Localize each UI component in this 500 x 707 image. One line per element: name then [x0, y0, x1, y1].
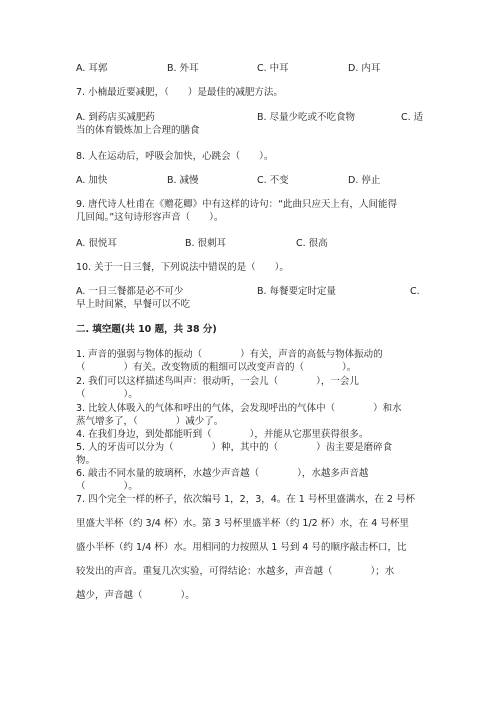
fill-q3-line2: 蒸气增多了，（ ）减少了。 [76, 416, 224, 427]
q8-option-b: B. 减慢 [167, 175, 199, 186]
fill-q5-line2: 物。 [76, 455, 96, 466]
q8-option-c: C. 不变 [257, 175, 289, 186]
fill-q6-line1: 6. 敲击不同水量的玻璃杯，水越少声音越（ ），水越多声音越 [76, 468, 369, 479]
q8-option-a: A. 加快 [76, 175, 108, 186]
q7-option-c-continued: 当的体育锻炼加上合理的膳食 [76, 125, 200, 136]
fill-q7-line1: 7. 四个完全一样的杯子，依次编号 1，2，3，4。在 1 号杯里盛满水，在 2 号杯 [76, 494, 415, 505]
q9-option-a: A. 很悦耳 [76, 238, 117, 249]
fill-q2-line2: （ ）。 [76, 389, 138, 400]
q10-option-c-continued: 早上时间紧，早餐可以不吃 [76, 299, 191, 310]
q7-stem: 7. 小楠最近要减肥，（ ）是最佳的减肥方法。 [76, 87, 283, 98]
q6-option-d: D. 内耳 [348, 63, 381, 74]
q9-stem-line1: 9. 唐代诗人杜甫在《赠花卿》中有这样的诗句：“此曲只应天上有，人间能得 [76, 199, 398, 210]
q6-option-a: A. 耳郭 [76, 63, 108, 74]
q6-option-c: C. 中耳 [257, 63, 289, 74]
fill-q7-line5: 越少，声音越（ ）。 [76, 590, 195, 601]
q8-option-d: D. 停止 [348, 175, 381, 186]
fill-q5-line1: 5. 人的牙齿可以分为（ ）种，其中的（ ）齿主要是磨碎食 [76, 442, 393, 453]
fill-q1-line2: （ ）有关。改变物质的粗细可以改变声音的（ ）。 [76, 362, 357, 373]
q6-option-b: B. 外耳 [167, 63, 199, 74]
q10-option-a: A. 一日三餐都是必不可少 [76, 286, 184, 297]
fill-q7-line3: 盛小半杯（约 1/4 杯）水。用相同的力按照从 1 号到 4 号的顺序敲击杯口，比 [76, 542, 407, 553]
q10-stem: 10. 关于一日三餐，下列说法中错误的是（ ）。 [76, 262, 289, 273]
q9-option-c: C. 很高 [296, 238, 328, 249]
fill-q6-line2: （ ）。 [76, 481, 138, 492]
fill-q1-line1: 1. 声音的强弱与物体的振动（ ）有关，声音的高低与物体振动的 [76, 349, 383, 360]
q7-option-b: B. 尽量少吃或不吃食物 [257, 112, 356, 123]
q10-option-c: C. [410, 286, 420, 297]
fill-q4: 4. 在我们身边，到处都能听到（ ），并能从它那里获得很多。 [76, 429, 369, 440]
q7-option-c: C. 适 [401, 112, 424, 123]
q9-option-b: B. 很刺耳 [185, 238, 227, 249]
fill-q2-line1: 2. 我们可以这样描述鸟叫声：很动听，一会儿（ ），一会儿 [76, 376, 359, 387]
fill-q7-line4: 较发出的声音。重复几次实验，可得结论：水越多，声音越（ ）；水 [76, 566, 395, 577]
q7-option-a: A. 到药店买减肥药 [76, 112, 155, 123]
fill-q7-line2: 里盛大半杯（约 3/4 杯）水。第 3 号杯里盛半杯（约 1/2 杯）水，在 4 号杯里 [76, 518, 409, 529]
q8-stem: 8. 人在运动后，呼吸会加快，心跳会（ ）。 [76, 151, 274, 162]
q10-option-b: B. 每餐要定时定量 [257, 286, 337, 297]
fill-q3-line1: 3. 比较人体吸入的气体和呼出的气体，会发现呼出的气体中（ ）和水 [76, 403, 402, 414]
section-title-fill-in: 二. 填空题(共 10 题，共 38 分) [76, 324, 217, 335]
q9-stem-line2: 几回闻。”这句诗形容声音（ ）。 [76, 212, 224, 223]
